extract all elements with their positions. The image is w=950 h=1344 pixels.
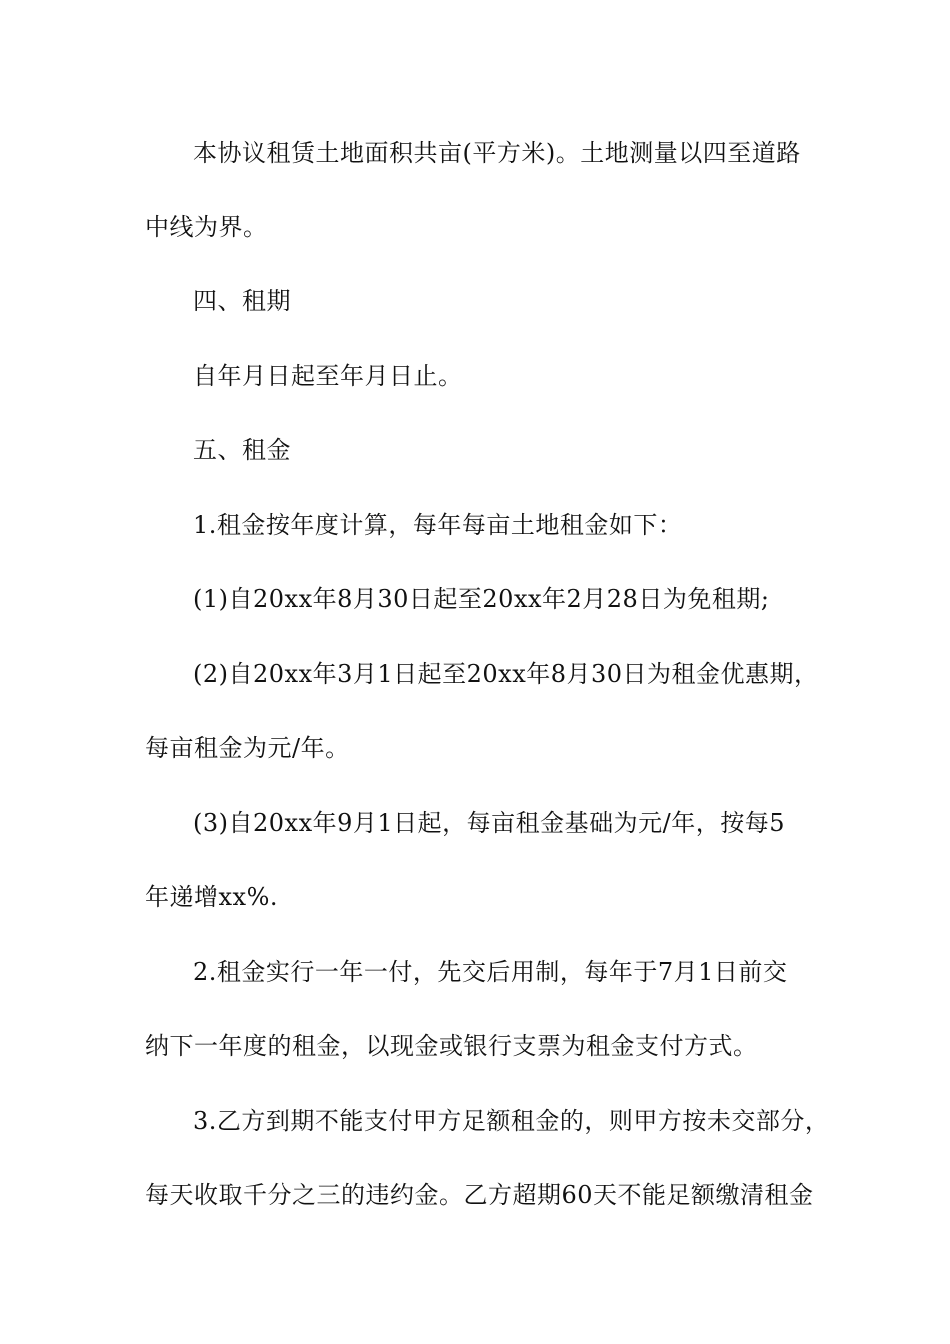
clause-2-line-1: 2.租金实行一年一付，先交后用制，每年于7月1日前交	[193, 958, 788, 986]
paragraph-land-area-line-2: 中线为界。	[145, 213, 268, 241]
paragraph-land-area-line-1: 本协议租赁土地面积共亩(平方米)。土地测量以四至道路	[193, 139, 801, 167]
clause-1-item-2-line-1: (2)自20xx年3月1日起至20xx年8月30日为租金优惠期，	[193, 660, 819, 688]
section-heading-lease-term: 四、租期	[193, 287, 291, 315]
clause-3-line-1: 3.乙方到期不能支付甲方足额租金的，则甲方按未交部分，	[193, 1107, 830, 1135]
paragraph-lease-term: 自年月日起至年月日止。	[193, 362, 463, 390]
clause-1-item-2-line-2: 每亩租金为元/年。	[145, 734, 350, 762]
clause-1: 1.租金按年度计算，每年每亩土地租金如下：	[193, 511, 683, 539]
clause-1-item-3-line-2: 年递增xx%.	[145, 883, 279, 911]
section-heading-rent: 五、租金	[193, 436, 291, 464]
clause-3-line-2: 每天收取千分之三的违约金。乙方超期60天不能足额缴清租金	[145, 1181, 814, 1209]
clause-2-line-2: 纳下一年度的租金，以现金或银行支票为租金支付方式。	[145, 1032, 758, 1060]
clause-1-item-3-line-1: (3)自20xx年9月1日起，每亩租金基础为元/年，按每5	[193, 809, 785, 837]
clause-1-item-1: (1)自20xx年8月30日起至20xx年2月28日为免租期;	[193, 585, 770, 613]
